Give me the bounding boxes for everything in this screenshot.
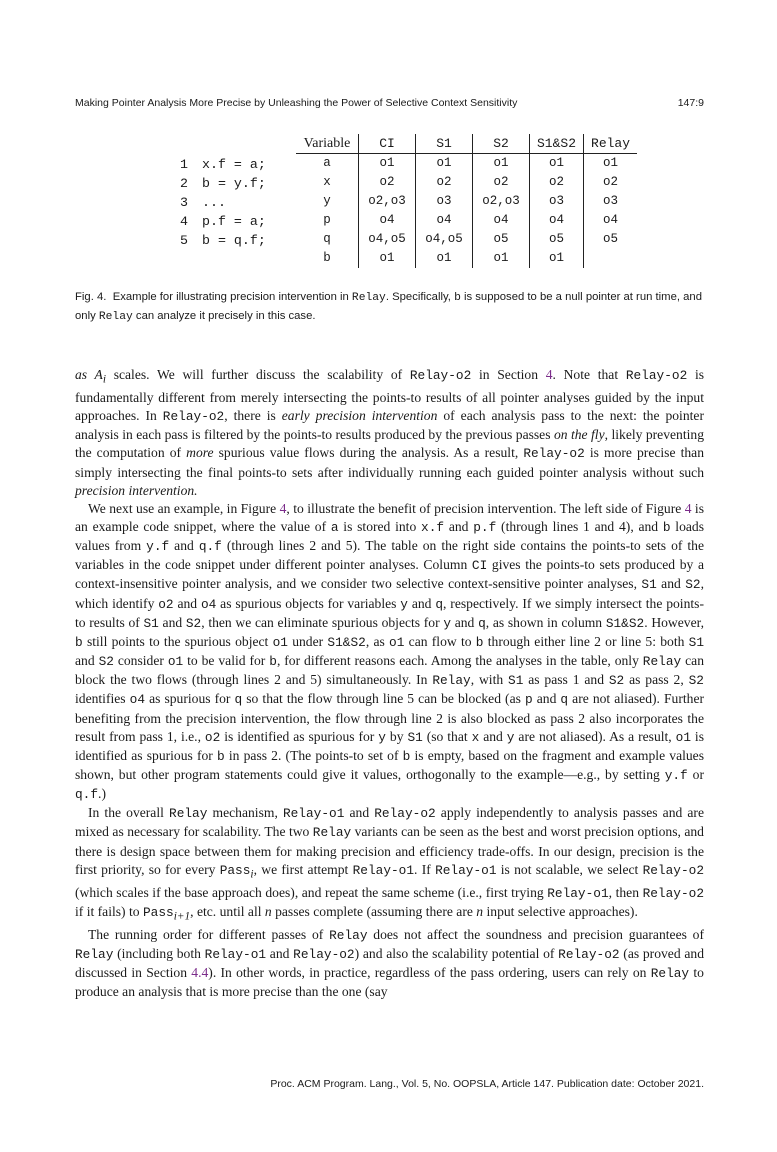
points-to-cell: o2 <box>584 173 638 192</box>
table-row <box>296 154 637 174</box>
points-to-cell: o1 <box>530 154 584 174</box>
table-row <box>296 173 637 192</box>
variable-cell: x <box>323 175 331 189</box>
points-to-cell: o3 <box>416 192 473 211</box>
code-text: p.f = a; <box>202 214 266 229</box>
points-to-cell: o1 <box>359 154 416 174</box>
code-text: b = q.f; <box>202 233 266 248</box>
points-to-cell <box>584 249 638 268</box>
variable-cell: p <box>323 213 331 227</box>
paragraph-2: We next use an example, in Figure 4, to illustrate the benefit of precision intervention. The left side of Figure 4 is an example code snippet, where the value of a is stored into x.f and p.f (through lines 1 and 4), and b loads values from y.f and q.f (through lines 2 and 5). The table on the right side contains the points-to sets of the variables in the code snippet under different pointer analyses. Column CI gives the points-to sets produced by a context-insensitive pointer analysis, and we consider two selective context-sensitive pointer analyses, S1 and S2, which identify o2 and o4 as spurious objects for variables y and q, respectively. If we simply intersect the points-to results of S1 and S2, then we can eliminate spurious objects for y and q, as shown in column S1&S2. However, b still points to the spurious object o1 under S1&S2, as o1 can flow to b through either line 2 or line 5: both S1 and S2 consider o1 to be valid for b, for different reasons each. Among the analyses in the table, only Relay can block the two flows (through lines 2 and 5) simultaneously. In Relay, with S1 as pass 1 and S2 as pass 2, S2 identifies o4 as spurious for q so that the flow through line 5 can be blocked (as p and q are not aliased). Further benefiting from the precision intervention, the flow through line 2 is also blocked as pass 2 also incorporates the result from pass 1, i.e., o2 is identified as spurious for y by S1 (so that x and y are not aliased). As a result, o1 is identified as spurious for b in pass 2. (The points-to set of b is empty, based on the fragment and example values shown, but other program statements could give it values, orthogonally to the example—e.g., by setting y.f or q.f.) <box>75 500 705 803</box>
points-to-cell: o1 <box>530 249 584 268</box>
code-line <box>180 155 290 174</box>
points-to-cell: o1 <box>416 249 473 268</box>
line-number: 5 <box>180 233 188 248</box>
code-text: x.f = a; <box>202 157 266 172</box>
paragraph-1: as $A_i$ scales. We will further discuss the scalability of Relay-o2 in Section 4. Note that Relay-o2 is fundamentally different from merely intersecting the points-to results of all pointer analyses guided by the input approaches. In Relay-o2, there is early precision intervention of each analysis pass to the next: the pointer analysis in each pass is filtered by the points-to results produced by the previous passes on the fly, likely preventing the computation of more spurious value flows during the analysis. As a result, Relay-o2 is more precise than simply intersecting the final points-to sets after individually running each guided pointer analysis without such precision intervention. <box>75 367 705 498</box>
table-row <box>296 230 637 249</box>
variable-cell: a <box>323 156 331 170</box>
points-to-cell: o1 <box>584 154 638 174</box>
points-to-cell: o1 <box>473 154 530 174</box>
column-header: CI <box>359 134 416 154</box>
body-text <box>75 366 704 1001</box>
points-to-cell: o1 <box>416 154 473 174</box>
table-row <box>296 249 637 268</box>
figure-caption: Fig. 4. Example for illustrating precision intervention in Relay. Specifically, b is supposed to be a null pointer at run time, and only Relay can analyze it precisely in this case. <box>75 291 702 323</box>
points-to-cell: o3 <box>530 192 584 211</box>
points-to-cell: o5 <box>584 230 638 249</box>
code-text: ... <box>202 195 226 210</box>
points-to-cell: o2 <box>473 173 530 192</box>
points-to-cell: o4 <box>473 211 530 230</box>
variable-cell: y <box>323 194 331 208</box>
column-header: Relay <box>584 134 638 154</box>
table-row <box>296 192 637 211</box>
section-ref-link[interactable]: 4.4 <box>191 965 209 980</box>
column-header: Variable <box>296 134 359 154</box>
section-ref-link[interactable]: 4 <box>545 367 553 382</box>
points-to-cell: o4 <box>359 211 416 230</box>
points-to-cell: o4 <box>416 211 473 230</box>
points-to-cell: o5 <box>530 230 584 249</box>
code-snippet <box>180 155 290 250</box>
points-to-cell: o3 <box>584 192 638 211</box>
points-to-cell: o2 <box>359 173 416 192</box>
caption-label: Fig. 4. <box>75 291 107 303</box>
code-line <box>180 231 290 250</box>
running-head <box>75 97 704 113</box>
points-to-cell: o1 <box>359 249 416 268</box>
points-to-cell: o5 <box>473 230 530 249</box>
column-header: S1&S2 <box>530 134 584 154</box>
figure-ref-link[interactable]: 4 <box>279 500 287 516</box>
table-body <box>296 154 637 269</box>
points-to-cell: o2,o3 <box>473 192 530 211</box>
points-to-table <box>296 134 637 268</box>
points-to-cell: o2 <box>530 173 584 192</box>
paragraph-3: In the overall Relay mechanism, Relay-o1 and Relay-o2 apply independently to analysis passes and are mixed as necessary for scalability. The two Relay variants can be seen as the best and worst precision options, and there is design space between them for making precision and efficiency trade-offs. In our design, precision is the first priority, so for every Pass$_i$, we first attempt Relay-o1. If Relay-o1 is not scalable, we select Relay-o2 (which scales if the base approach does), and repeat the same scheme (i.e., first trying Relay-o1, then Relay-o2 if it fails) to Pass$_{i+1}$, etc. until all n passes complete (assuming there are n input selective approaches). <box>75 805 705 923</box>
line-number: 3 <box>180 195 188 210</box>
line-number: 2 <box>180 176 188 191</box>
line-number: 1 <box>180 157 188 172</box>
code-line <box>180 212 290 231</box>
paragraph-4: The running order for different passes of Relay does not affect the soundness and precision guarantees of Relay (including both Relay-o1 and Relay-o2) and also the scalability potential of Relay-o2 (as proved and discussed in Section 4.4). In other words, in practice, regardless of the pass ordering, users can rely on Relay to produce an analysis that is more precise than the one (say <box>75 926 705 1000</box>
table-row <box>296 211 637 230</box>
points-to-cell: o4 <box>584 211 638 230</box>
figure-ref-link[interactable]: 4 <box>684 500 692 516</box>
running-title: Making Pointer Analysis More Precise by Unleashing the Power of Selective Context Sensitivity <box>75 97 518 109</box>
page-number: 147:9 <box>677 97 704 109</box>
code-text: b = y.f; <box>202 176 266 191</box>
variable-cell: q <box>323 232 331 246</box>
code-line <box>180 174 290 193</box>
points-to-cell: o4 <box>530 211 584 230</box>
points-to-cell: o1 <box>473 249 530 268</box>
variable-cell: b <box>323 251 331 265</box>
page-footer: Proc. ACM Program. Lang., Vol. 5, No. OOPSLA, Article 147. Publication date: October 2021. <box>270 1078 704 1090</box>
points-to-cell: o4,o5 <box>359 230 416 249</box>
column-header: S2 <box>473 134 530 154</box>
table-header-row <box>296 134 637 154</box>
points-to-cell: o4,o5 <box>416 230 473 249</box>
points-to-cell: o2,o3 <box>359 192 416 211</box>
points-to-cell: o2 <box>416 173 473 192</box>
column-header: S1 <box>416 134 473 154</box>
line-number: 4 <box>180 214 188 229</box>
code-line <box>180 193 290 212</box>
